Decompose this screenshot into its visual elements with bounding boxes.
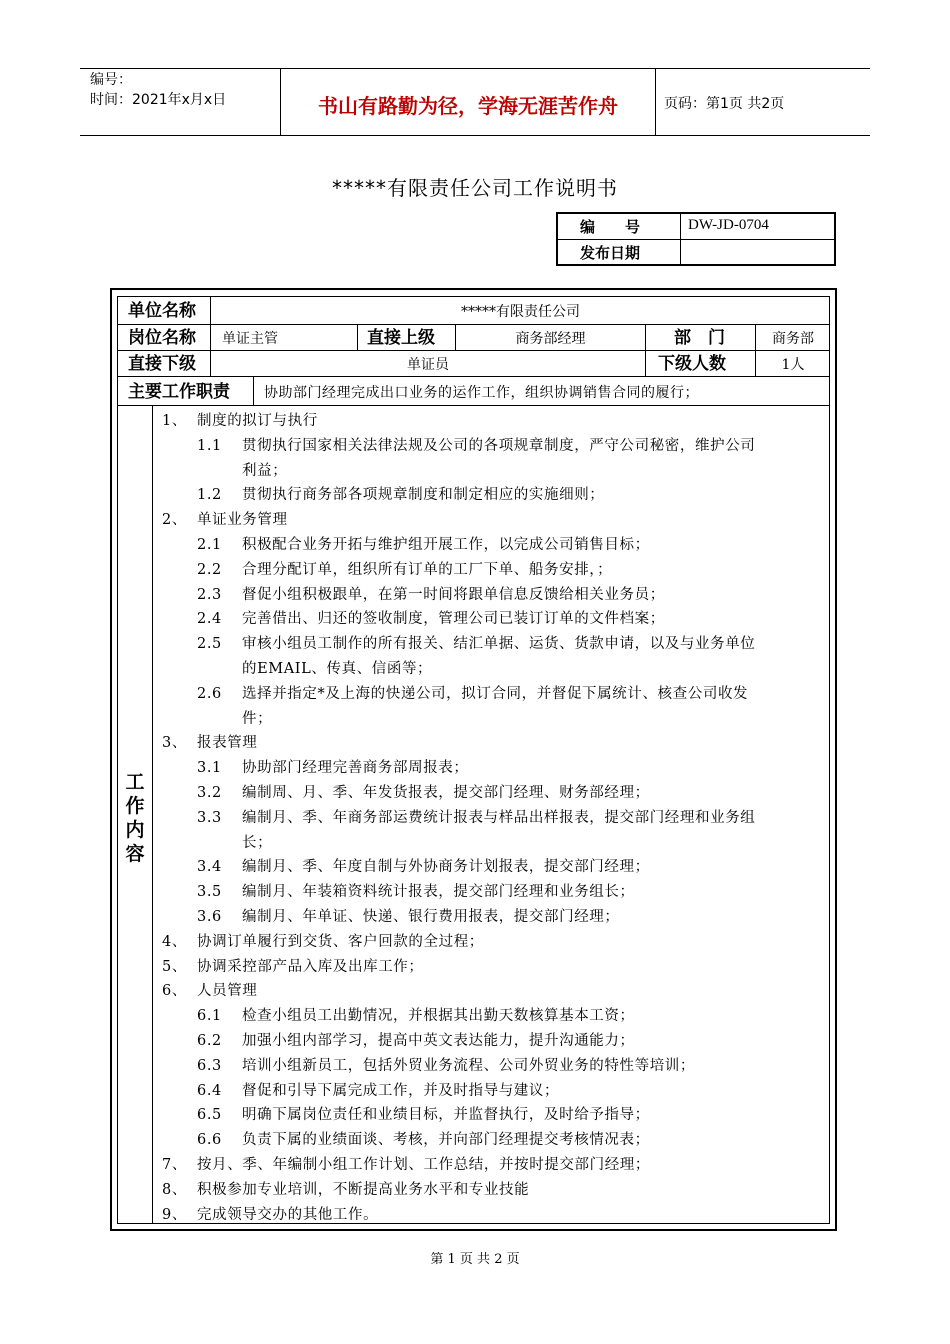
- header-divider: [655, 68, 656, 135]
- item-number: 8、: [162, 1182, 187, 1198]
- item-number: 2.3: [197, 587, 222, 603]
- item-text: 人员管理: [197, 983, 258, 999]
- header-meta: [90, 70, 226, 110]
- post-name-value: 单证主管: [222, 331, 278, 347]
- publish-date-label: 发布日期: [580, 244, 641, 262]
- headcount-value: 1人: [781, 357, 805, 373]
- item-text: 编制月、年单证、快递、银行费用报表，提交部门经理；: [242, 909, 620, 925]
- item-number: 3.5: [197, 884, 222, 900]
- item-number: 3.4: [197, 859, 222, 875]
- item-text: 积极参加专业培训，不断提高业务水平和专业技能: [197, 1182, 530, 1198]
- unit-name-value: *****有限责任公司: [461, 304, 580, 320]
- item-text: 制度的拟订与执行: [197, 413, 318, 429]
- document-title: *****有限责任公司工作说明书: [332, 176, 618, 200]
- item-text: 件；: [242, 711, 273, 727]
- item-number: 6.5: [197, 1107, 222, 1123]
- item-number: 4、: [162, 934, 187, 950]
- item-number: 6.1: [197, 1008, 222, 1024]
- item-text: 培训小组新员工，包括外贸业务流程、公司外贸业务的特性等培训；: [242, 1058, 695, 1074]
- item-number: 5、: [162, 959, 187, 975]
- code-label: 编 号: [580, 218, 641, 236]
- header-divider: [280, 68, 281, 135]
- item-number: 1、: [162, 413, 187, 429]
- item-text: 协调订单履行到交货、客户回款的全过程；: [197, 934, 484, 950]
- item-text: 长；: [242, 835, 273, 851]
- department-value: 商务部: [772, 331, 814, 347]
- item-number: 2、: [162, 512, 187, 528]
- item-text: 单证业务管理: [197, 512, 288, 528]
- item-text: 编制周、月、季、年发货报表，提交部门经理、财务部经理；: [242, 785, 650, 801]
- item-number: 6.6: [197, 1132, 222, 1148]
- item-text: 选择并指定*及上海的快递公司，拟订合同，并督促下属统计、核查公司收发: [242, 686, 749, 702]
- item-number: 3.2: [197, 785, 222, 801]
- main-duty-value: 协助部门经理完成出口业务的运作工作，组织协调销售合同的履行；: [264, 385, 699, 401]
- page-footer: 第 1 页 共 2 页: [430, 1252, 520, 1267]
- item-text: 协助部门经理完善商务部周报表；: [242, 760, 469, 776]
- item-text: 明确下属岗位责任和业绩目标，并监督执行，及时给予指导；: [242, 1107, 650, 1123]
- item-text: 督促小组积极跟单，在第一时间将跟单信息反馈给相关业务员；: [242, 587, 665, 603]
- headcount-label: 下级人数: [658, 354, 726, 374]
- code-value: DW-JD-0704: [688, 217, 769, 233]
- subordinate-value: 单证员: [407, 357, 449, 373]
- post-name-label: 岗位名称: [128, 328, 196, 348]
- item-text: 编制月、年装箱资料统计报表，提交部门经理和业务组长；: [242, 884, 635, 900]
- header-bottom-rule: [80, 135, 870, 136]
- superior-value: 商务部经理: [515, 331, 586, 347]
- item-number: 1.1: [197, 438, 222, 454]
- item-number: 6.2: [197, 1033, 222, 1049]
- unit-name-label: 单位名称: [128, 301, 196, 321]
- item-text: 完善借出、归还的签收制度，管理公司已装订订单的文件档案；: [242, 611, 665, 627]
- item-text: 检查小组员工出勤情况，并根据其出勤天数核算基本工资；: [242, 1008, 635, 1024]
- item-number: 9、: [162, 1207, 187, 1223]
- item-text: 按月、季、年编制小组工作计划、工作总结，并按时提交部门经理；: [197, 1157, 650, 1173]
- item-number: 2.2: [197, 562, 222, 578]
- item-number: 3.1: [197, 760, 222, 776]
- document-code-box: [556, 212, 836, 266]
- item-number: 6、: [162, 983, 187, 999]
- item-text: 合理分配订单，组织所有订单的工厂下单、船务安排，；: [242, 562, 613, 578]
- item-text: 审核小组员工制作的所有报关、结汇单据、运货、货款申请，以及与业务单位: [242, 636, 756, 652]
- header-top-rule: [80, 68, 870, 69]
- item-number: 3.6: [197, 909, 222, 925]
- item-number: 2.5: [197, 636, 222, 652]
- item-number: 2.1: [197, 537, 222, 553]
- item-number: 1.2: [197, 487, 222, 503]
- item-number: 3.3: [197, 810, 222, 826]
- item-number: 6.4: [197, 1083, 222, 1099]
- item-text: 督促和引导下属完成工作，并及时指导与建议；: [242, 1083, 560, 1099]
- item-text: 贯彻执行国家相关法律法规及公司的各项规章制度，严守公司秘密，维护公司: [242, 438, 756, 454]
- item-text: 负责下属的业绩面谈、考核，并向部门经理提交考核情况表；: [242, 1132, 650, 1148]
- main-duty-label: 主要工作职责: [128, 382, 230, 402]
- work-content-label: 工作内容: [125, 771, 145, 865]
- item-text: 积极配合业务开拓与维护组开展工作，以完成公司销售目标；: [242, 537, 650, 553]
- item-text: 贯彻执行商务部各项规章制度和制定相应的实施细则；: [242, 487, 605, 503]
- department-label: 部 门: [674, 328, 725, 348]
- item-number: 7、: [162, 1157, 187, 1173]
- item-number: 3、: [162, 735, 187, 751]
- item-text: 利益；: [242, 463, 288, 479]
- item-text: 协调采控部产品入库及出库工作；: [197, 959, 424, 975]
- item-number: 6.3: [197, 1058, 222, 1074]
- item-number: 2.6: [197, 686, 222, 702]
- item-number: 2.4: [197, 611, 222, 627]
- item-text: 的EMAIL、传真、信函等；: [242, 661, 433, 677]
- item-text: 完成领导交办的其他工作。: [197, 1207, 379, 1223]
- item-text: 编制月、季、年商务部运费统计报表与样品出样报表，提交部门经理和业务组: [242, 810, 756, 826]
- header-page-info: 页码：第1页 共2页: [664, 96, 785, 112]
- subordinate-label: 直接下级: [128, 354, 196, 374]
- serial-label: 编号：: [90, 72, 132, 88]
- header-motto: 书山有路勤为径，学海无涯苦作舟: [318, 94, 618, 118]
- superior-label: 直接上级: [367, 328, 435, 348]
- item-text: 报表管理: [197, 735, 258, 751]
- item-text: 加强小组内部学习，提高中英文表达能力，提升沟通能力；: [242, 1033, 635, 1049]
- item-text: 编制月、季、年度自制与外协商务计划报表，提交部门经理；: [242, 859, 650, 875]
- date-label: 时间：2021年x月x日: [90, 92, 227, 108]
